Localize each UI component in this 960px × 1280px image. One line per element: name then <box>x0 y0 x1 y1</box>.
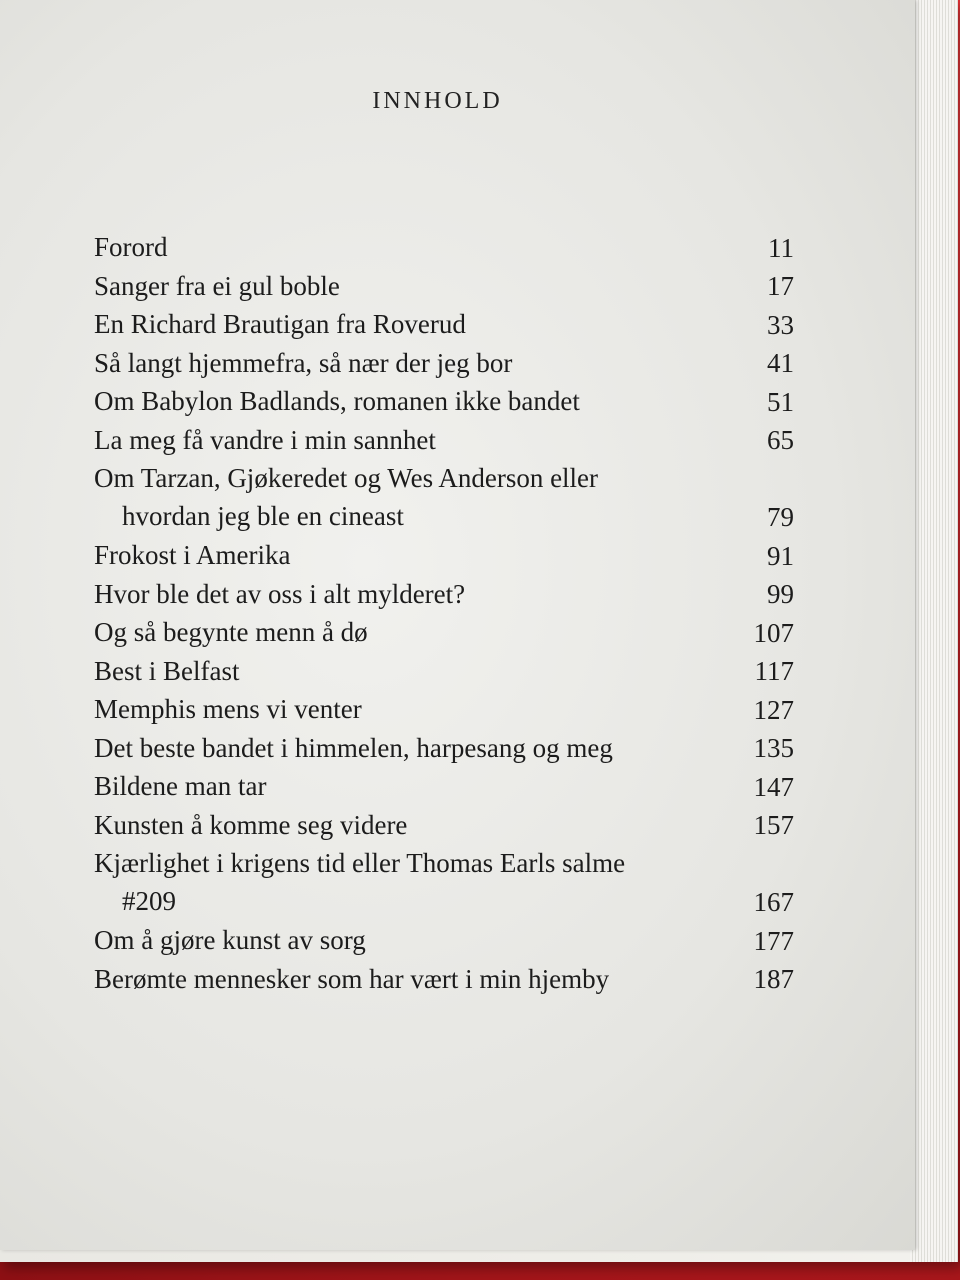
toc-entry <box>94 421 794 460</box>
toc-entry <box>94 267 794 306</box>
toc-entry-title: Og så begynte menn å dø <box>94 617 368 647</box>
toc-entry <box>94 690 794 729</box>
table-of-contents <box>94 228 794 998</box>
toc-entry-title <box>94 459 694 535</box>
toc-entry-title: Forord <box>94 232 168 262</box>
toc-entry-title: En Richard Brautigan fra Roverud <box>94 309 466 339</box>
toc-entry-title: Memphis mens vi venter <box>94 694 362 724</box>
toc-entry-page: 135 <box>753 733 794 763</box>
toc-entry <box>94 344 794 383</box>
toc-entry <box>94 459 794 536</box>
toc-entry <box>94 228 794 267</box>
toc-entry-title: Så langt hjemmefra, så nær der jeg bor <box>94 347 513 378</box>
toc-entry-page: 79 <box>767 502 794 532</box>
toc-entry-page: 65 <box>767 425 794 455</box>
toc-entry <box>94 729 794 768</box>
toc-entry <box>94 767 794 806</box>
toc-entry-page: 17 <box>767 271 794 301</box>
toc-entry-page: 11 <box>768 232 794 263</box>
toc-entry-title: Om Babylon Badlands, romanen ikke bandet <box>94 386 580 416</box>
toc-entry-page: 91 <box>767 540 794 571</box>
toc-entry-title: La meg få vandre i min sannhet <box>94 424 436 455</box>
toc-entry-page: 127 <box>753 694 794 725</box>
toc-entry-page: 187 <box>753 964 794 994</box>
toc-entry-page: 41 <box>767 348 794 378</box>
toc-entry <box>94 382 794 421</box>
toc-entry-title-line2: hvordan jeg ble en cineast <box>122 501 404 531</box>
toc-entry <box>94 652 794 691</box>
toc-entry-title: Sanger fra ei gul boble <box>94 270 340 301</box>
toc-entry <box>94 575 794 614</box>
toc-entry <box>94 305 794 344</box>
toc-entry-title: Best i Belfast <box>94 655 240 686</box>
toc-entry-page: 117 <box>754 656 794 686</box>
toc-entry-page: 157 <box>753 810 794 840</box>
toc-heading: INNHOLD <box>372 88 503 114</box>
toc-entry-title-line2: #209 <box>122 886 176 916</box>
toc-entry-title: Frokost i Amerika <box>94 540 291 570</box>
toc-entry <box>94 921 794 960</box>
toc-entry-title: Kunsten å komme seg videre <box>94 809 408 840</box>
toc-entry-title: Det beste bandet i himmelen, harpesang og meg <box>94 732 613 763</box>
toc-entry <box>94 613 794 652</box>
page-edges <box>910 0 958 1262</box>
toc-entry <box>94 536 794 575</box>
toc-entry-page: 167 <box>753 887 794 917</box>
toc-entry-title: Om å gjøre kunst av sorg <box>94 925 366 955</box>
toc-entry <box>94 960 794 999</box>
toc-entry-title-line1: Kjærlighet i krigens tid eller Thomas Earls salme <box>94 848 626 878</box>
toc-entry-page: 177 <box>753 925 794 956</box>
toc-entry <box>94 844 794 921</box>
toc-entry-title: Bildene man tar <box>94 771 267 801</box>
toc-entry-page: 147 <box>753 771 794 802</box>
toc-entry-page: 51 <box>767 386 794 417</box>
toc-entry-page: 107 <box>753 617 794 648</box>
toc-entry-title: Hvor ble det av oss i alt mylderet? <box>94 578 466 609</box>
toc-entry-title: Berømte mennesker som har vært i min hjemby <box>94 963 610 994</box>
toc-entry-page: 99 <box>767 579 794 609</box>
toc-entry-title <box>94 844 694 920</box>
toc-entry-title-line1: Om Tarzan, Gjøkeredet og Wes Anderson eller <box>94 463 599 493</box>
toc-entry-page: 33 <box>767 309 794 340</box>
toc-entry <box>94 806 794 845</box>
